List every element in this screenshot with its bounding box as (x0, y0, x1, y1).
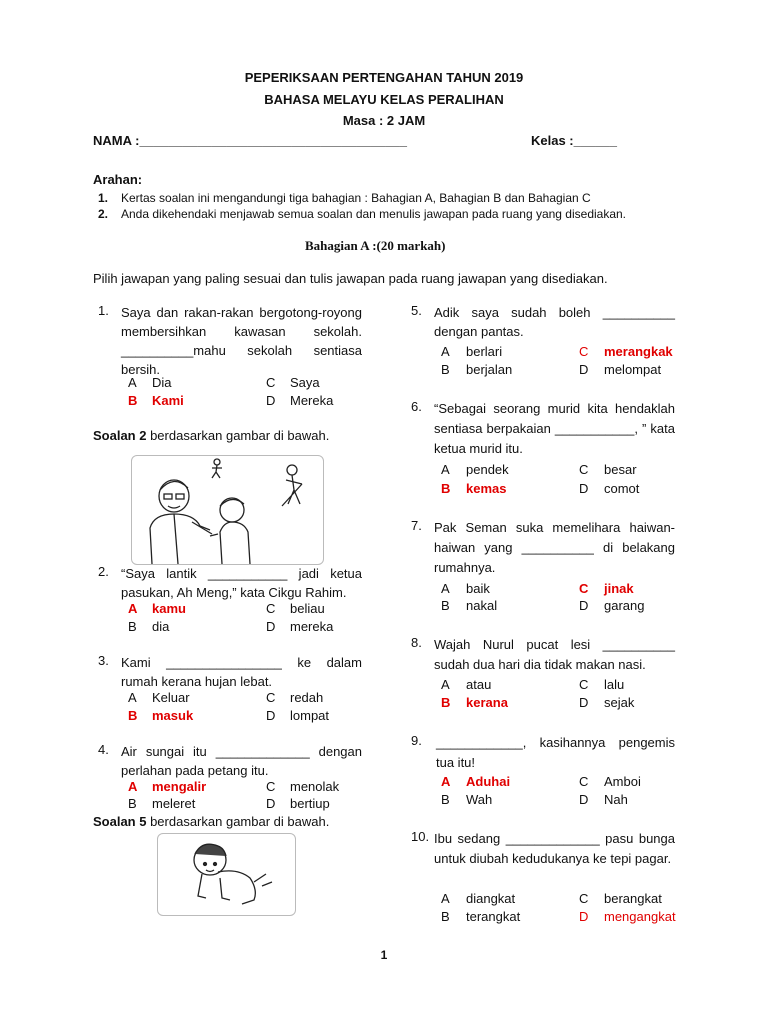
question-number: 10. (411, 829, 430, 844)
option-text: Nah (604, 792, 628, 807)
question-text: Adik saya sudah boleh __________ dengan pantas. (434, 305, 675, 339)
option-letter: C (579, 774, 589, 789)
answer-option-letter: C (579, 581, 589, 596)
answer-option-letter: A (441, 774, 451, 789)
question-text: Saya dan rakan-rakan bergotong-royong membersihkan kawasan sekolah. __________mahu sekolah sentiasa bersih. (121, 305, 362, 377)
option-text: Keluar (152, 690, 190, 705)
option-text: beliau (290, 601, 325, 616)
option-letter: C (266, 375, 276, 390)
class-field[interactable]: Kelas :______ (531, 133, 618, 148)
option-letter: A (441, 581, 450, 596)
picture-note-text: berdasarkan gambar di bawah. (146, 428, 330, 443)
option-text: baik (466, 581, 490, 596)
option-letter: D (579, 792, 589, 807)
option-letter: B (441, 598, 450, 613)
teacher-student-drawing (132, 456, 323, 564)
option-text: lompat (290, 708, 330, 723)
option-text: atau (466, 677, 492, 692)
picture-note (93, 428, 329, 443)
option-letter: A (441, 462, 450, 477)
answer-option-text: mengangkat (604, 909, 676, 924)
option-text: Wah (466, 792, 493, 807)
question-text: Air sungai itu _____________ dengan perlahan pada petang itu. (121, 744, 362, 778)
option-text: redah (290, 690, 324, 705)
question-text: “Saya lantik ___________ jadi ketua pasukan, Ah Meng,” kata Cikgu Rahim. (121, 566, 362, 600)
answer-option-text: kerana (466, 695, 508, 710)
answer-option-letter: D (579, 909, 589, 924)
answer-option-text: kemas (466, 481, 507, 496)
option-letter: C (266, 690, 276, 705)
picture-note-label: Soalan 2 (93, 428, 147, 443)
instruction-number: 2. (98, 207, 109, 221)
section-title: Bahagian A :(20 markah) (305, 238, 446, 253)
option-text: sejak (604, 695, 635, 710)
answer-option-letter: B (128, 393, 138, 408)
answer-option-letter: B (441, 481, 451, 496)
option-text: Mereka (290, 393, 334, 408)
option-text: Amboi (604, 774, 641, 789)
option-text: Saya (290, 375, 320, 390)
option-text: berangkat (604, 891, 662, 906)
answer-option-letter: B (441, 695, 451, 710)
question-number: 1. (98, 303, 109, 318)
answer-option-letter: A (128, 601, 138, 616)
crawling-baby-illustration (157, 833, 296, 916)
option-text: bertiup (290, 796, 330, 811)
option-letter: B (128, 619, 137, 634)
answer-option-text: masuk (152, 708, 194, 723)
option-text: garang (604, 598, 645, 613)
option-letter: D (266, 619, 276, 634)
option-letter: A (441, 891, 450, 906)
option-text: diangkat (466, 891, 516, 906)
option-text: berlari (466, 344, 503, 359)
answer-option-text: Kami (152, 393, 184, 408)
option-text: lalu (604, 677, 625, 692)
option-letter: B (441, 909, 450, 924)
answer-option-text: mengalir (152, 779, 207, 794)
answer-option-letter: C (579, 344, 589, 359)
option-letter: A (441, 677, 450, 692)
option-letter: D (579, 598, 589, 613)
instruction-number: 1. (98, 191, 109, 205)
option-text: Dia (152, 375, 172, 390)
question-text: ____________, kasihannya pengemis tua itu! (436, 735, 675, 770)
picture-note-text: berdasarkan gambar di bawah. (146, 814, 330, 829)
option-text: menolak (290, 779, 340, 794)
option-letter: B (441, 792, 450, 807)
instruction-text: Kertas soalan ini mengandungi tiga bahagian : Bahagian A, Bahagian B dan Bahagian C (121, 191, 591, 205)
answer-option-text: kamu (152, 601, 186, 616)
option-letter: D (579, 695, 589, 710)
question-number: 6. (411, 399, 422, 414)
answer-option-text: Aduhai (466, 774, 511, 789)
option-text: nakal (466, 598, 498, 613)
question-number: 8. (411, 635, 422, 650)
question-text: Pak Seman suka memelihara haiwan-haiwan yang __________ di belakang rumahnya. (434, 520, 675, 575)
option-letter: B (441, 362, 450, 377)
option-letter: D (579, 481, 589, 496)
question-text: Wajah Nurul pucat lesi __________ sudah dua hari dia tidak makan nasi. (434, 637, 675, 672)
page-number: 1 (380, 948, 388, 962)
question-number: 7. (411, 518, 422, 533)
option-letter: B (128, 796, 137, 811)
answer-option-text: jinak (604, 581, 634, 596)
option-letter: D (266, 393, 276, 408)
duration: Masa : 2 JAM (342, 113, 426, 128)
option-letter: D (579, 362, 589, 377)
question-number: 3. (98, 653, 109, 668)
option-text: pendek (466, 462, 509, 477)
question-number: 5. (411, 303, 422, 318)
option-text: meleret (152, 796, 196, 811)
option-letter: C (579, 677, 589, 692)
option-letter: D (266, 708, 276, 723)
option-letter: A (128, 375, 137, 390)
option-text: terangkat (466, 909, 521, 924)
option-letter: C (579, 462, 589, 477)
teacher-student-illustration (131, 455, 324, 565)
instructions-heading: Arahan: (93, 172, 143, 187)
option-letter: D (266, 796, 276, 811)
question-number: 2. (98, 564, 109, 579)
question-text: Kami ________________ ke dalam rumah kerana hujan lebat. (121, 655, 362, 689)
option-letter: C (266, 779, 276, 794)
option-text: besar (604, 462, 637, 477)
option-letter: C (266, 601, 276, 616)
option-text: comot (604, 481, 640, 496)
option-letter: A (128, 690, 137, 705)
picture-note-label: Soalan 5 (93, 814, 147, 829)
option-text: berjalan (466, 362, 513, 377)
question-text: “Sebagai seorang murid kita hendaklah sentiasa berpakaian ___________, ” kata ketua murid itu. (434, 401, 675, 456)
answer-option-text: merangkak (604, 344, 673, 359)
option-text: dia (152, 619, 170, 634)
option-text: melompat (604, 362, 662, 377)
picture-note (93, 814, 329, 829)
subject-title: BAHASA MELAYU KELAS PERALIHAN (264, 92, 504, 107)
question-number: 4. (98, 742, 109, 757)
option-text: mereka (290, 619, 334, 634)
instruction-text: Anda dikehendaki menjawab semua soalan dan menulis jawapan pada ruang yang disediakan. (121, 207, 627, 221)
question-number: 9. (411, 733, 422, 748)
crawling-baby-drawing (158, 834, 295, 915)
question-text: Ibu sedang _____________ pasu bunga untuk diubah kedudukanya ke tepi pagar. (434, 831, 675, 866)
section-instruction: Pilih jawapan yang paling sesuai dan tulis jawapan pada ruang jawapan yang disediakan. (93, 271, 608, 286)
exam-title: PEPERIKSAAN PERTENGAHAN TAHUN 2019 (244, 70, 524, 85)
answer-option-letter: B (128, 708, 138, 723)
option-letter: C (579, 891, 589, 906)
option-letter: A (441, 344, 450, 359)
name-field[interactable]: NAMA :_____________________________________ (93, 133, 407, 148)
answer-option-letter: A (128, 779, 138, 794)
